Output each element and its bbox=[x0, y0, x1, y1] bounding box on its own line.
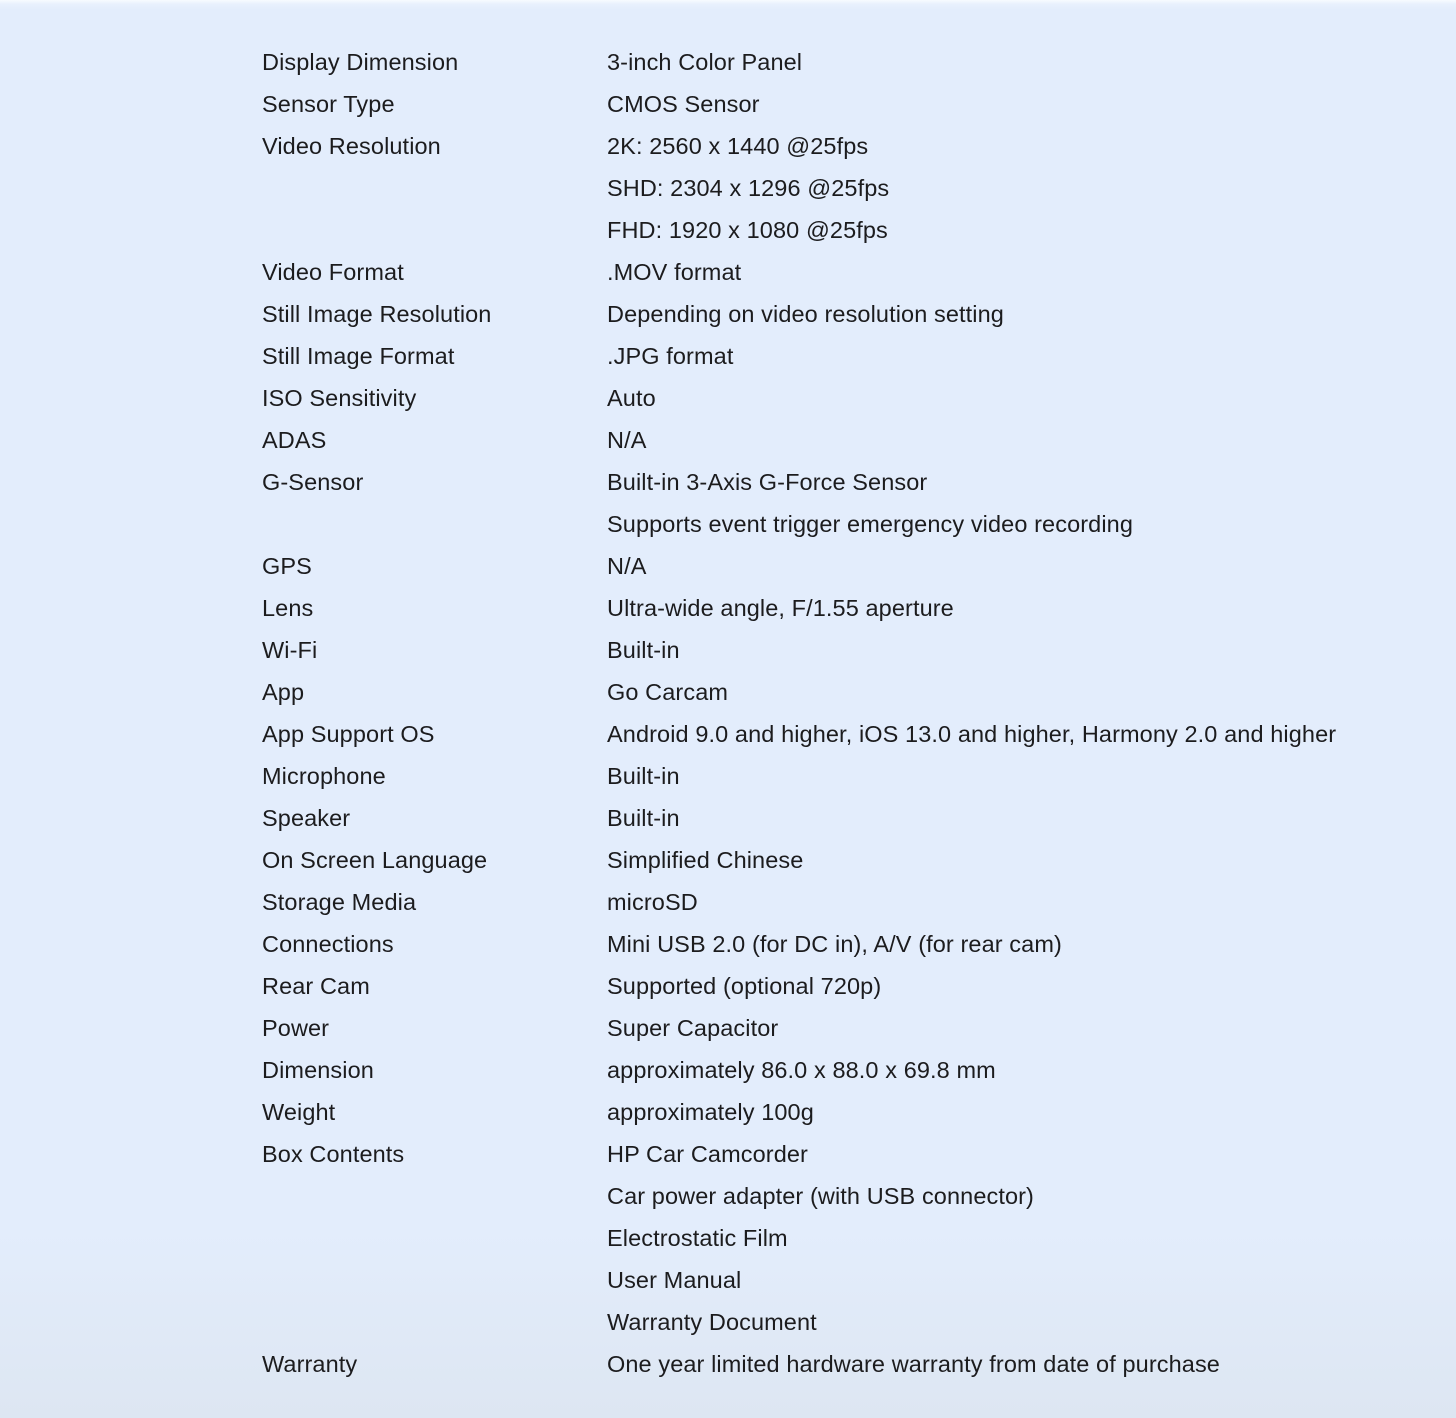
spec-value: CMOS Sensor bbox=[607, 90, 760, 117]
spec-row bbox=[262, 713, 1336, 755]
spec-row bbox=[262, 1091, 1336, 1133]
spec-label: Dimension bbox=[262, 1056, 374, 1083]
spec-value: One year limited hardware warranty from date of purchase bbox=[607, 1350, 1220, 1377]
spec-row bbox=[262, 251, 1336, 293]
spec-label: Rear Cam bbox=[262, 972, 370, 999]
spec-value: Built-in bbox=[607, 762, 680, 789]
spec-value: User Manual bbox=[607, 1266, 742, 1293]
spec-label: App bbox=[262, 678, 305, 705]
spec-label: Lens bbox=[262, 594, 314, 621]
spec-value: SHD: 2304 x 1296 @25fps bbox=[607, 174, 890, 201]
spec-label: Speaker bbox=[262, 804, 351, 831]
spec-label: On Screen Language bbox=[262, 846, 488, 873]
spec-label: Weight bbox=[262, 1098, 336, 1125]
spec-row bbox=[262, 755, 1336, 797]
spec-row bbox=[262, 461, 1336, 503]
spec-value: Built-in bbox=[607, 636, 680, 663]
spec-value: Go Carcam bbox=[607, 678, 729, 705]
spec-value: Ultra-wide angle, F/1.55 aperture bbox=[607, 594, 954, 621]
spec-row bbox=[262, 41, 1336, 83]
spec-value: Electrostatic Film bbox=[607, 1224, 788, 1251]
spec-label: Microphone bbox=[262, 762, 386, 789]
spec-label: Power bbox=[262, 1014, 330, 1041]
spec-label: G-Sensor bbox=[262, 468, 364, 495]
spec-row bbox=[262, 545, 1336, 587]
spec-row bbox=[262, 335, 1336, 377]
spec-row bbox=[262, 377, 1336, 419]
spec-value: Supports event trigger emergency video recording bbox=[607, 510, 1133, 537]
spec-row bbox=[262, 1301, 1336, 1343]
spec-value: Android 9.0 and higher, iOS 13.0 and higher, Harmony 2.0 and higher bbox=[607, 720, 1337, 747]
spec-value: approximately 100g bbox=[607, 1098, 814, 1125]
spec-value: Depending on video resolution setting bbox=[607, 300, 1004, 327]
spec-value: 3-inch Color Panel bbox=[607, 48, 803, 75]
spec-value: 2K: 2560 x 1440 @25fps bbox=[607, 132, 869, 159]
spec-label: Warranty bbox=[262, 1350, 358, 1377]
spec-row bbox=[262, 1217, 1336, 1259]
spec-row bbox=[262, 1133, 1336, 1175]
spec-row bbox=[262, 1175, 1336, 1217]
spec-value: HP Car Camcorder bbox=[607, 1140, 808, 1167]
spec-row bbox=[262, 965, 1336, 1007]
spec-value: .JPG format bbox=[607, 342, 734, 369]
spec-table bbox=[262, 41, 1336, 1385]
spec-row bbox=[262, 83, 1336, 125]
spec-value: Car power adapter (with USB connector) bbox=[607, 1182, 1034, 1209]
spec-value: N/A bbox=[607, 552, 647, 579]
spec-label: Video Resolution bbox=[262, 132, 441, 159]
spec-row bbox=[262, 503, 1336, 545]
spec-row bbox=[262, 1049, 1336, 1091]
spec-value: Simplified Chinese bbox=[607, 846, 804, 873]
spec-value: Auto bbox=[607, 384, 656, 411]
spec-value: microSD bbox=[607, 888, 698, 915]
spec-row bbox=[262, 923, 1336, 965]
spec-label: Still Image Format bbox=[262, 342, 455, 369]
spec-label: ADAS bbox=[262, 426, 327, 453]
spec-value: N/A bbox=[607, 426, 647, 453]
spec-value: Supported (optional 720p) bbox=[607, 972, 882, 999]
spec-row bbox=[262, 797, 1336, 839]
spec-label: Sensor Type bbox=[262, 90, 395, 117]
spec-value: FHD: 1920 x 1080 @25fps bbox=[607, 216, 888, 243]
spec-label: Still Image Resolution bbox=[262, 300, 492, 327]
spec-value: Built-in bbox=[607, 804, 680, 831]
spec-row bbox=[262, 587, 1336, 629]
spec-label: Box Contents bbox=[262, 1140, 405, 1167]
spec-row bbox=[262, 839, 1336, 881]
spec-label: GPS bbox=[262, 552, 312, 579]
spec-label: Storage Media bbox=[262, 888, 417, 915]
spec-row bbox=[262, 167, 1336, 209]
spec-label: App Support OS bbox=[262, 720, 435, 747]
spec-value: approximately 86.0 x 88.0 x 69.8 mm bbox=[607, 1056, 996, 1083]
spec-value: Mini USB 2.0 (for DC in), A/V (for rear cam) bbox=[607, 930, 1062, 957]
spec-row bbox=[262, 671, 1336, 713]
spec-value: Warranty Document bbox=[607, 1308, 817, 1335]
spec-value: Super Capacitor bbox=[607, 1014, 779, 1041]
spec-row bbox=[262, 419, 1336, 461]
spec-label: Display Dimension bbox=[262, 48, 459, 75]
spec-label: ISO Sensitivity bbox=[262, 384, 417, 411]
spec-row bbox=[262, 1259, 1336, 1301]
spec-label: Video Format bbox=[262, 258, 404, 285]
spec-row bbox=[262, 881, 1336, 923]
spec-label: Wi-Fi bbox=[262, 636, 318, 663]
spec-row bbox=[262, 1343, 1336, 1385]
spec-row bbox=[262, 125, 1336, 167]
spec-label: Connections bbox=[262, 930, 394, 957]
spec-value: Built-in 3-Axis G-Force Sensor bbox=[607, 468, 928, 495]
spec-row bbox=[262, 209, 1336, 251]
spec-row bbox=[262, 293, 1336, 335]
spec-row bbox=[262, 1007, 1336, 1049]
spec-value: .MOV format bbox=[607, 258, 742, 285]
spec-row bbox=[262, 629, 1336, 671]
